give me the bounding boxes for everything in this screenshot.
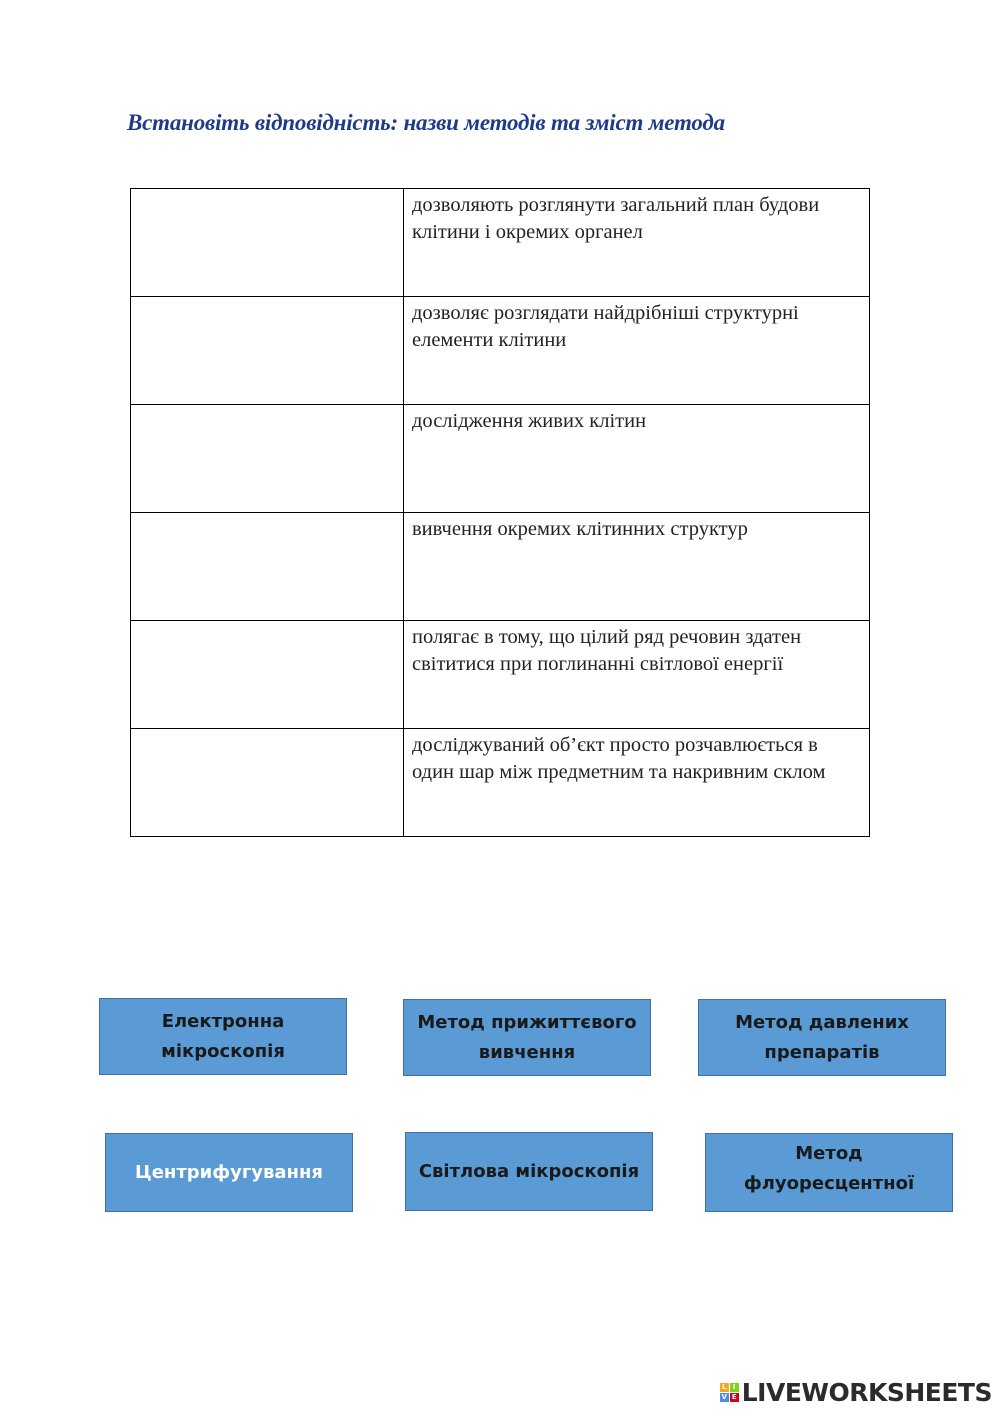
answer-drop-slot[interactable] (131, 189, 404, 297)
answer-drop-slot[interactable] (131, 621, 404, 729)
draggable-card-fluorescence[interactable]: Метод флуоресцентної (705, 1133, 953, 1212)
draggable-card-centrifugation[interactable]: Центрифугування (105, 1133, 353, 1212)
method-description: досліджуваний об’єкт просто розчавлюється в один шар між предметним та накривним склом (404, 729, 870, 837)
draggable-card-electron-microscopy[interactable]: Електронна мікроскопія (99, 998, 347, 1075)
matching-table (130, 188, 870, 837)
table-row (131, 729, 870, 837)
table-row (131, 513, 870, 621)
table-row (131, 297, 870, 405)
draggable-card-vital-study[interactable]: Метод прижиттєвого вивчення (403, 999, 651, 1076)
method-description: дослідження живих клітин (404, 405, 870, 513)
answer-drop-slot[interactable] (131, 405, 404, 513)
method-description: дозволяє розглядати найдрібніші структурні елементи клітини (404, 297, 870, 405)
method-description: вивчення окремих клітинних структур (404, 513, 870, 621)
table-row (131, 405, 870, 513)
logo-mark-icon: L I V E (720, 1383, 739, 1402)
page-title: Встановіть відповідність: назви методів та зміст метода (127, 110, 725, 135)
answer-drop-slot[interactable] (131, 297, 404, 405)
answer-drop-slot[interactable] (131, 729, 404, 837)
table-row (131, 621, 870, 729)
draggable-card-pressed-preparations[interactable]: Метод давлених препаратів (698, 999, 946, 1076)
logo-text: LIVEWORKSHEETS (741, 1378, 992, 1407)
table-row (131, 189, 870, 297)
method-description: полягає в тому, що цілий ряд речовин здатен світитися при поглинанні світлової енергії (404, 621, 870, 729)
method-description: дозволяють розглянути загальний план будови клітини і окремих органел (404, 189, 870, 297)
answer-drop-slot[interactable] (131, 513, 404, 621)
draggable-card-light-microscopy[interactable]: Світлова мікроскопія (405, 1132, 653, 1211)
liveworksheets-logo (720, 1378, 992, 1407)
